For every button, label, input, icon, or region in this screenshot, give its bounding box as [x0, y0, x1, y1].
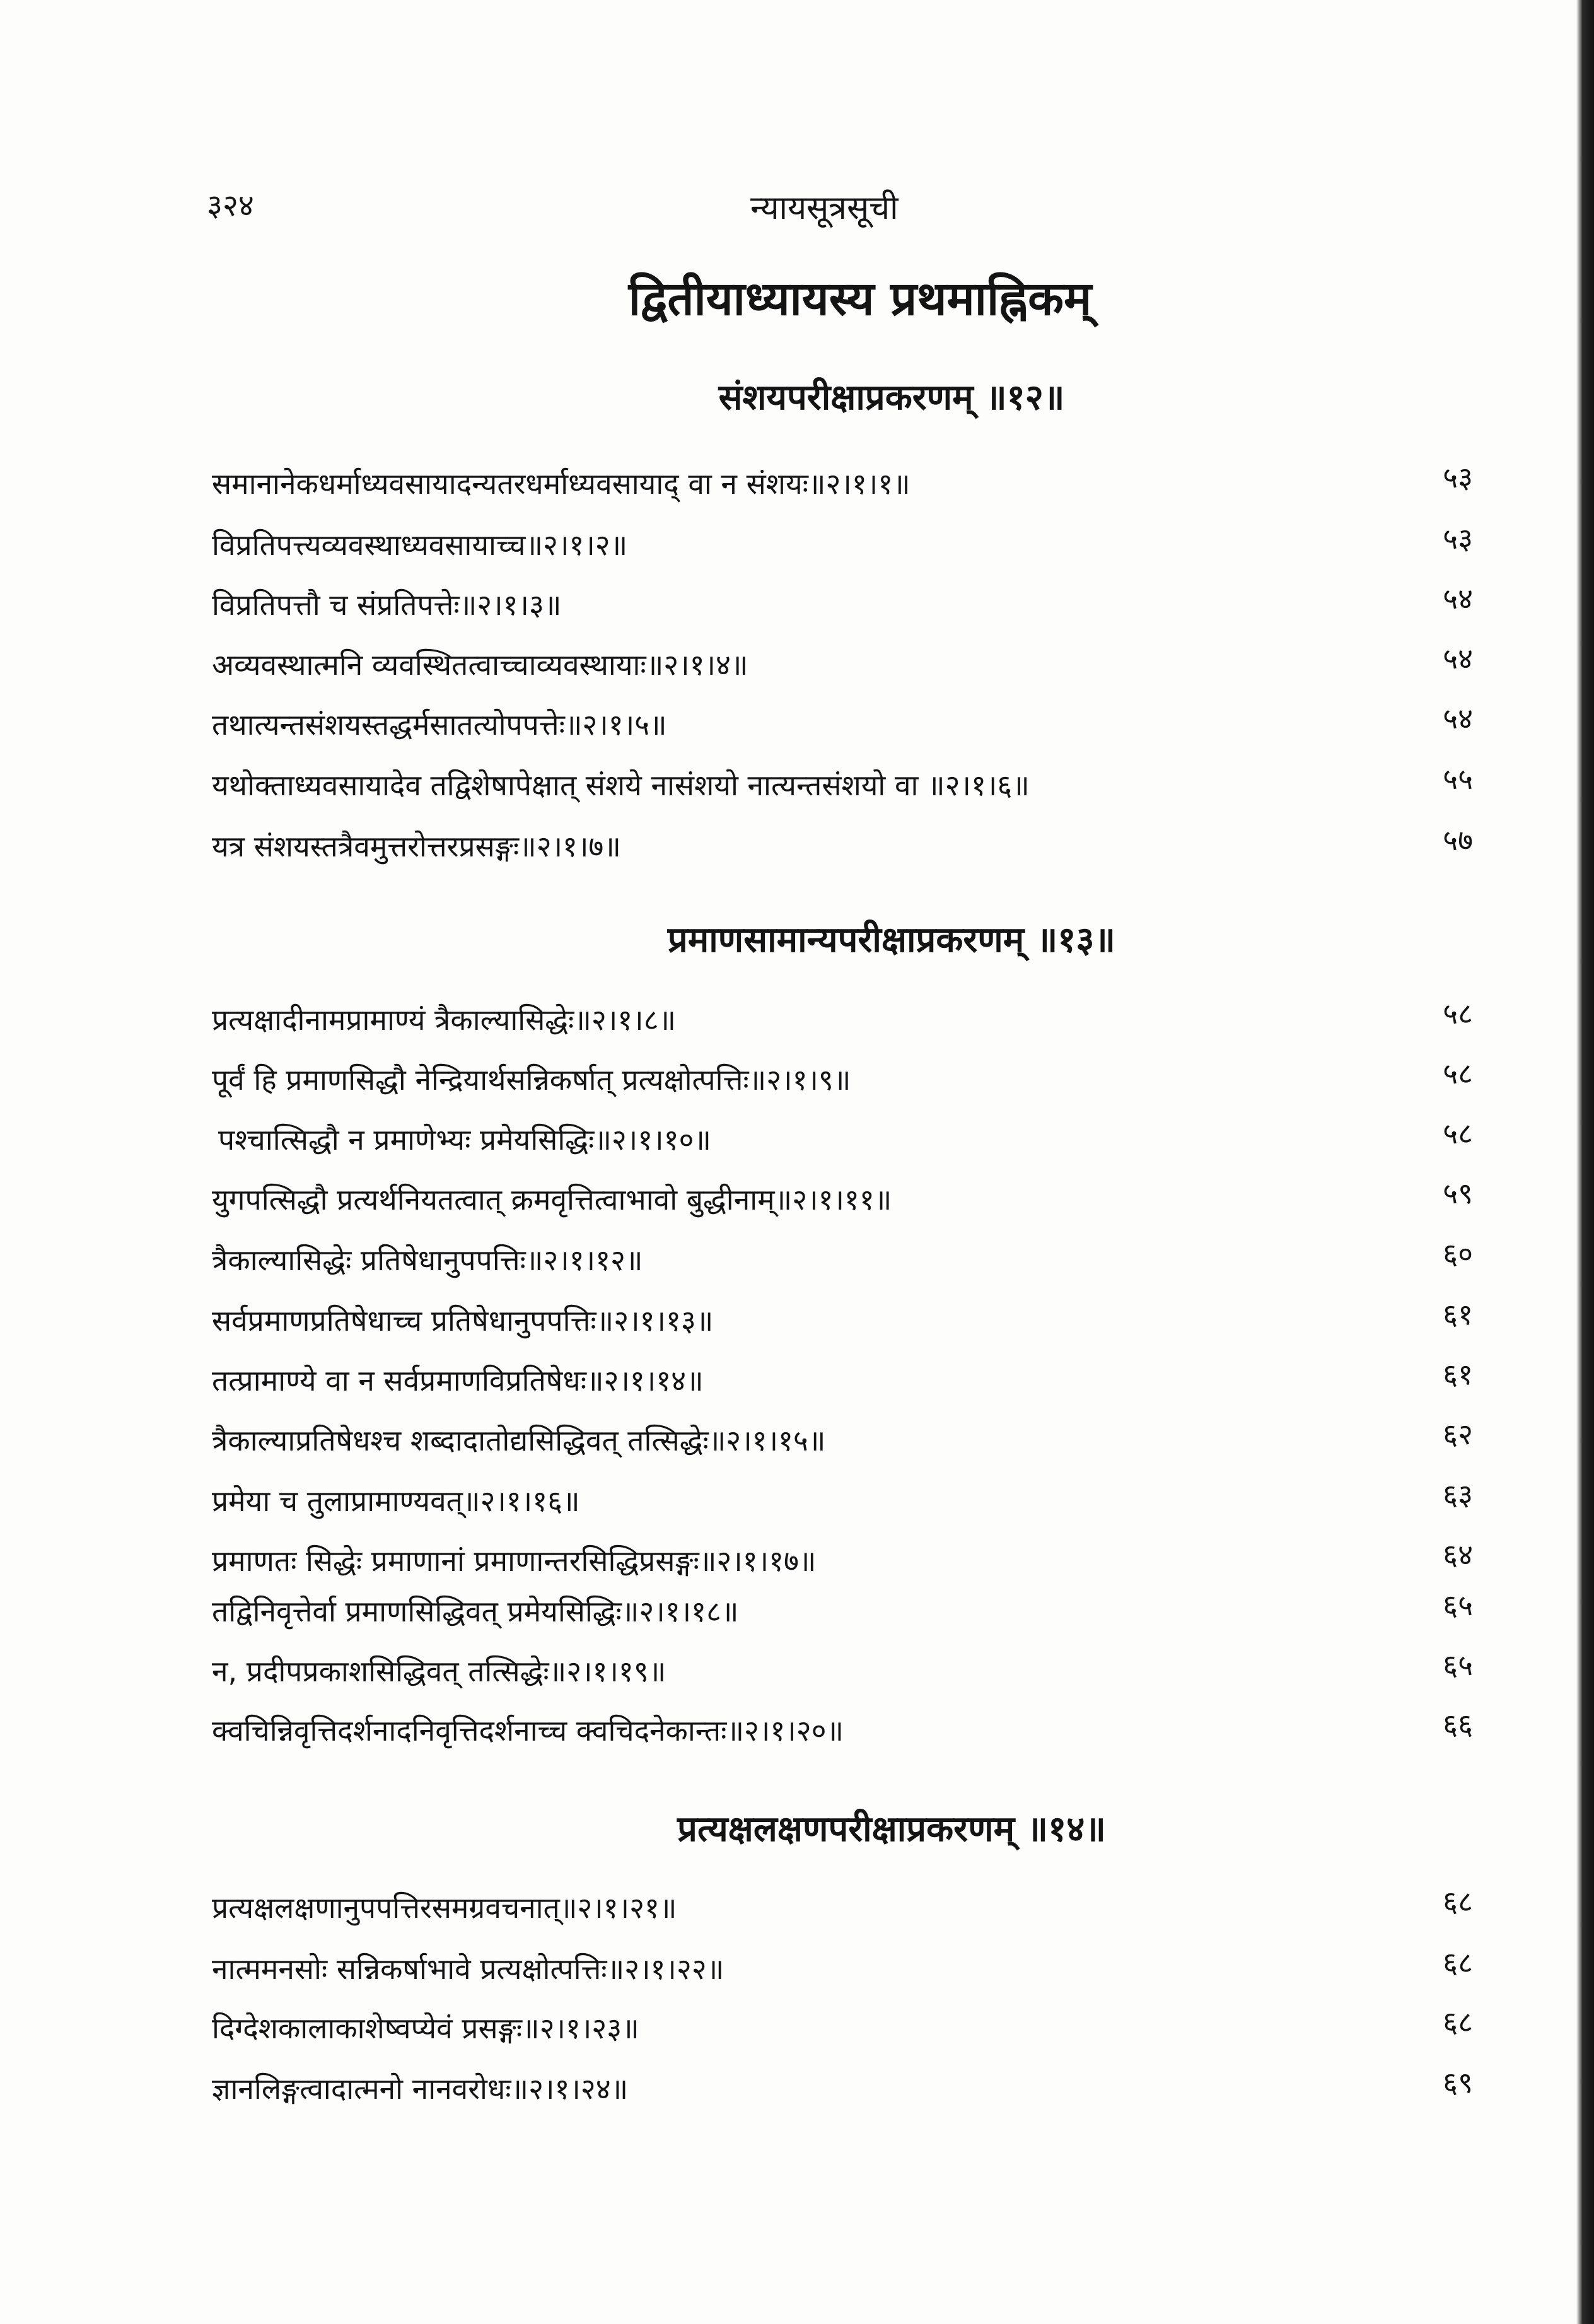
list-item — [212, 701, 1498, 749]
page-reference: ६१ — [1443, 1297, 1473, 1331]
section-heading: संशयपरीक्षाप्रकरणम् ॥१२॥ — [718, 377, 1065, 418]
list-item — [212, 762, 1498, 809]
chapter-title: द्वितीयाध्यायस्य प्रथमाह्निकम् — [628, 272, 1092, 326]
list-item — [212, 522, 1498, 569]
list-item — [212, 1648, 1498, 1695]
running-head: न्यायसूत्रसूची — [750, 189, 899, 227]
list-item — [212, 641, 1498, 689]
section-heading: प्रमाणसामान्यपरीक्षाप्रकरणम् ॥१३॥ — [667, 920, 1116, 961]
sutra-text: पूर्वं हि प्रमाणसिद्धौ नेन्द्रियार्थसन्निकर्षात् प्रत्यक्षोत्पत्तिः॥२।१।९॥ — [212, 1063, 851, 1097]
list-item — [212, 581, 1498, 629]
sutra-text: यथोक्ताध्यवसायादेव तद्विशेषापेक्षात् संशये नासंशयो नात्यन्तसंशयो वा ॥२।१।६॥ — [212, 768, 1030, 802]
sutra-text: त्रैकाल्याप्रतिषेधश्च शब्दादातोद्यसिद्धिवत् तत्सिद्धेः॥२।१।१५॥ — [212, 1423, 826, 1457]
sutra-text: विप्रतिपत्तौ च संप्रतिपत्तेः॥२।१।३॥ — [212, 588, 562, 622]
list-item — [212, 1237, 1498, 1284]
section-heading: प्रत्यक्षलक्षणपरीक्षाप्रकरणम् ॥१४॥ — [677, 1809, 1106, 1850]
page-reference: ६३ — [1443, 1478, 1473, 1512]
list-item — [212, 1176, 1498, 1223]
sutra-text: प्रमेया च तुलाप्रामाण्यवत्॥२।१।१६॥ — [212, 1484, 580, 1518]
page-reference: ६५ — [1443, 1588, 1473, 1622]
sutra-text: अव्यवस्थात्मनि व्यवस्थितत्वाच्चाव्यवस्थायाः॥२।१।४॥ — [212, 648, 748, 682]
sutra-text: यत्र संशयस्तत्रैवमुत्तरोत्तरप्रसङ्गः॥२।१।७॥ — [212, 829, 621, 863]
list-item — [212, 1357, 1498, 1404]
sutra-text: प्रत्यक्षलक्षणानुपपत्तिरसमग्रवचनात्॥२।१।२१॥ — [212, 1891, 677, 1925]
page-reference: ५५ — [1443, 762, 1473, 796]
list-item — [212, 1946, 1498, 1993]
page-reference: ५४ — [1443, 641, 1473, 675]
page-reference: ६८ — [1443, 1884, 1473, 1918]
page-reference: ५७ — [1443, 823, 1473, 857]
list-item — [212, 2005, 1498, 2052]
sutra-text: त्रैकाल्यासिद्धेः प्रतिषेधानुपपत्तिः॥२।१।१२॥ — [212, 1243, 643, 1277]
list-item — [212, 460, 1498, 508]
page-reference: ६२ — [1443, 1417, 1473, 1451]
page-reference: ६९ — [1443, 2065, 1473, 2099]
binding-edge — [1576, 0, 1594, 2324]
page-reference: ५३ — [1443, 460, 1473, 494]
sutra-text: समानानेकधर्माध्यवसायादन्यतरधर्माध्यवसायाद् वा न संशयः॥२।१।१॥ — [212, 467, 910, 501]
page-reference: ६१ — [1443, 1357, 1473, 1391]
list-item — [212, 1056, 1498, 1104]
sutra-text: नात्ममनसोः सन्निकर्षाभावे प्रत्यक्षोत्पत्तिः॥२।१।२२॥ — [212, 1952, 724, 1986]
page-reference: ६० — [1443, 1237, 1473, 1271]
list-item — [212, 2065, 1498, 2113]
list-item — [212, 1417, 1498, 1464]
list-item — [212, 823, 1498, 870]
list-item — [212, 996, 1498, 1044]
sutra-text: तत्प्रामाण्ये वा न सर्वप्रमाणविप्रतिषेधः॥२।१।१४॥ — [212, 1363, 704, 1398]
sutra-text: न, प्रदीपप्रकाशसिद्धिवत् तत्सिद्धेः॥२।१।१९॥ — [212, 1654, 666, 1688]
page-reference: ५४ — [1443, 581, 1473, 616]
sutra-text: विप्रतिपत्त्यव्यवस्थाध्यवसायाच्च॥२।१।२॥ — [212, 528, 628, 562]
sutra-text: पश्चात्सिद्धौ न प्रमाणेभ्यः प्रमेयसिद्धिः॥२।१।१०॥ — [218, 1123, 711, 1157]
sutra-text: युगपत्सिद्धौ प्रत्यर्थनियतत्वात् क्रमवृत्तित्वाभावो बुद्धीनाम्॥२।१।११॥ — [212, 1182, 892, 1217]
page-reference: ५८ — [1443, 996, 1473, 1031]
sutra-text: ज्ञानलिङ्गत्वादात्मनो नानवरोधः॥२।१।२४॥ — [212, 2072, 629, 2106]
sutra-text: दिग्देशकालाकाशेष्वप्येवं प्रसङ्गः॥२।१।२३॥ — [212, 2011, 639, 2045]
list-item — [212, 1588, 1498, 1635]
page-reference: ५४ — [1443, 701, 1473, 735]
page-number: ३२४ — [207, 188, 254, 223]
page-reference: ५८ — [1443, 1056, 1473, 1090]
list-item — [212, 1478, 1498, 1525]
sutra-text: तद्विनिवृत्तेर्वा प्रमाणसिद्धिवत् प्रमेयसिद्धिः॥२।१।१८॥ — [212, 1594, 739, 1628]
sutra-text: क्वचिन्निवृत्तिदर्शनादनिवृत्तिदर्शनाच्च क्वचिदनेकान्तः॥२।१।२०॥ — [212, 1714, 844, 1748]
page-reference: ५९ — [1443, 1176, 1473, 1210]
sutra-text: सर्वप्रमाणप्रतिषेधाच्च प्रतिषेधानुपपत्तिः॥२।१।१३॥ — [212, 1304, 714, 1338]
list-item — [212, 1538, 1498, 1585]
page-reference: ६८ — [1443, 2005, 1473, 2039]
page-reference: ६४ — [1443, 1538, 1473, 1572]
page-reference: ५३ — [1443, 522, 1473, 556]
sutra-text: प्रत्यक्षादीनामप्रामाण्यं त्रैकाल्यासिद्धेः॥२।१।८॥ — [212, 1003, 677, 1037]
page-reference: ६५ — [1443, 1648, 1473, 1682]
page-reference: ६६ — [1443, 1707, 1473, 1741]
sutra-text: प्रमाणतः सिद्धेः प्रमाणानां प्रमाणान्तरसिद्धिप्रसङ्गः॥२।१।१७॥ — [212, 1544, 817, 1578]
list-item — [212, 1707, 1498, 1755]
sutra-text: तथात्यन्तसंशयस्तद्धर्मसातत्योपपत्तेः॥२।१।५॥ — [212, 708, 667, 742]
list-item — [212, 1116, 1498, 1164]
list-item — [212, 1297, 1498, 1345]
page-reference: ६८ — [1443, 1946, 1473, 1980]
page-reference: ५८ — [1443, 1116, 1473, 1150]
list-item — [212, 1884, 1498, 1932]
